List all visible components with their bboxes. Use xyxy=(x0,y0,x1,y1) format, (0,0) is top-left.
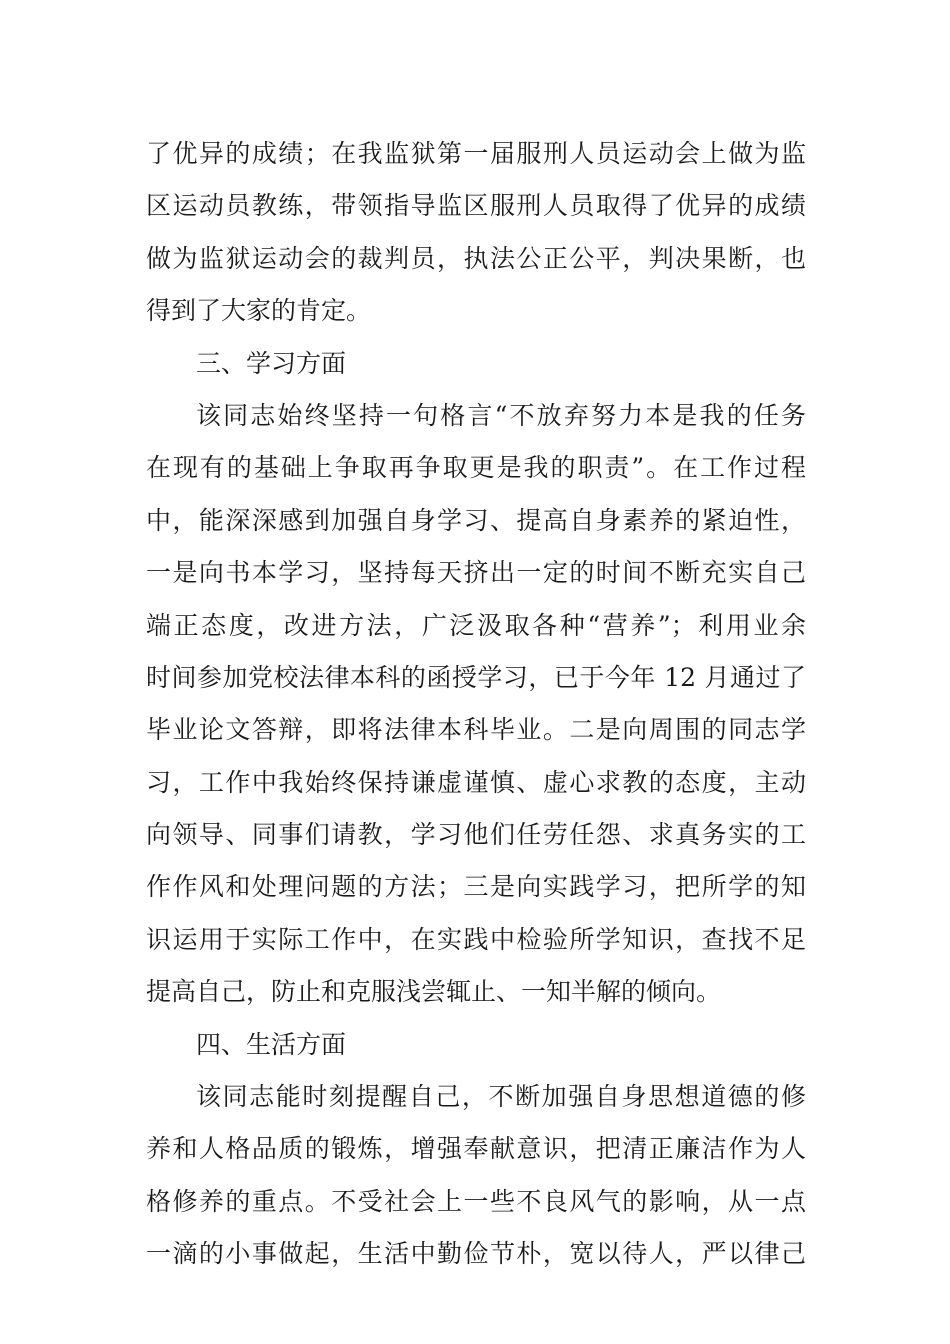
text-line: 识运用于实际工作中，在实践中检验所学知识，查找不足 xyxy=(146,924,806,954)
section-heading-study: 三、学习方面 xyxy=(196,348,347,378)
text-line: 作作风和处理问题的方法；三是向实践学习，把所学的知 xyxy=(146,872,806,902)
document-body xyxy=(146,128,806,1281)
section-heading-life: 四、生活方面 xyxy=(196,1029,347,1059)
text-line: 养和人格品质的锻炼，增强奉献意识，把清正廉洁作为人 xyxy=(146,1134,806,1164)
text-line: 向领导、同事们请教，学习他们任劳任怨、求真务实的工 xyxy=(146,820,806,850)
text-line: 格修养的重点。不受社会上一些不良风气的影响，从一点 xyxy=(146,1186,806,1216)
text-line: 毕业论文答辩，即将法律本科毕业。二是向周围的同志学 xyxy=(146,715,806,745)
text-line: 端正态度，改进方法，广泛汲取各种“营养”；利用业余 xyxy=(146,610,806,640)
text-line: 提高自己，防止和克服浅尝辄止、一知半解的倾向。 xyxy=(146,977,722,1007)
text-line: 该同志始终坚持一句格言“不放弃努力本是我的任务 xyxy=(196,400,806,430)
text-line: 该同志能时刻提醒自己，不断加强自身思想道德的修 xyxy=(196,1082,806,1112)
text-line: 做为监狱运动会的裁判员，执法公正公平，判决果断，也 xyxy=(146,243,806,273)
text-line: 得到了大家的肯定。 xyxy=(146,296,372,326)
text-line: 一滴的小事做起，生活中勤俭节朴，宽以待人，严以律己 xyxy=(146,1239,806,1269)
text-line: 区运动员教练，带领指导监区服刑人员取得了优异的成绩 xyxy=(146,191,806,221)
text-line: 时间参加党校法律本科的函授学习，已于今年 12 月通过了 xyxy=(146,662,806,692)
text-line: 习，工作中我始终保持谦虚谨慎、虚心求教的态度，主动 xyxy=(146,767,806,797)
text-line: 了优异的成绩；在我监狱第一届服刑人员运动会上做为监 xyxy=(146,139,806,168)
text-line: 中，能深深感到加强自身学习、提高自身素养的紧迫性， xyxy=(146,505,806,535)
text-line: 在现有的基础上争取再争取更是我的职责”。在工作过程 xyxy=(146,453,806,483)
text-line: 一是向书本学习，坚持每天挤出一定的时间不断充实自己 xyxy=(146,558,806,588)
